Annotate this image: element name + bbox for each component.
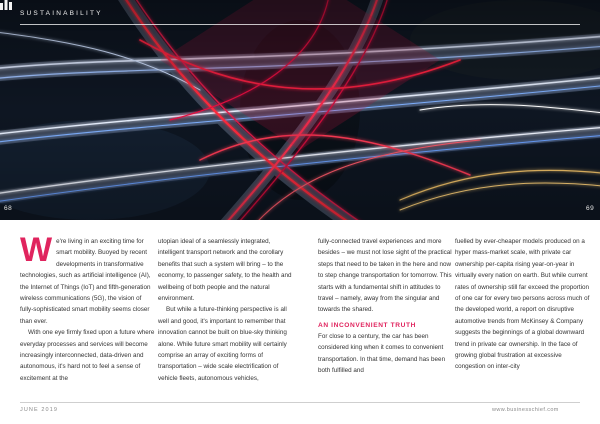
- article-paragraph: e're living in an exciting time for smart mobility. Buoyed by recent developments in transformative technologies, such as artificial intelligence (AI), the Internet of Things (IoT) and fifth-generation wireless communications (5G), the vision of fully-sophisticated smart mobility seems closer than ever.: [20, 238, 151, 325]
- publication-url[interactable]: www.businesschief.com: [492, 407, 559, 413]
- section-label: SUSTAINABILITY: [20, 10, 103, 17]
- article-paragraph: But while a future-thinking perspective is all well and good, it's important to remember that innovation cannot be built on blue-sky thinking alone. While future smart mobility will certainly comprise an array of exciting forms of transportation – wide scale electrification of vehicle fleets, autonomous vehicles,: [158, 306, 287, 382]
- page-number-right: 69: [586, 205, 595, 212]
- drop-cap: W: [20, 231, 53, 269]
- article-column-4: [455, 236, 591, 373]
- page-number-left: 68: [4, 205, 13, 212]
- article-paragraph: utopian ideal of a seamlessly integrated, intelligent transport network and the corollary benefits that such a system will bring – to the economy, to passenger safety, to the health and wellbeing of both people and the natural environment.: [158, 238, 292, 303]
- article-column-3: [318, 236, 454, 376]
- article-column-2: [158, 236, 294, 384]
- article-subheading: AN INCONVENIENT TRUTH: [318, 321, 416, 329]
- publication-logo-icon: [0, 0, 12, 10]
- article-paragraph: fuelled by ever-cheaper models produced on a hyper mass-market scale, with private car ownership per-capita rising year-on-year in virtually every nation on earth. But while current rates of ownership still far exceed the proportion of one car for every two persons across much of the developed world, a report on disruptive automotive trends from McKinsey & Company suggests the beginnings of a global downward trend in private car ownership. In the face of growing global frustration at excessive congestion on inter-city: [455, 238, 590, 371]
- header-divider: [20, 24, 580, 25]
- article-paragraph: fully-connected travel experiences and more besides – we must not lose sight of the practical steps that need to be taken in the here and now to step change transportation for tomorrow. This starts with a fundamental shift in attitudes to travel – namely, away from the singular and towards the shared.: [318, 238, 452, 314]
- article-paragraph: With one eye firmly fixed upon a future where everyday processes and services will become increasingly interconnected, data-driven and autonomous, it's hard not to feel a sense of excitement at the: [20, 329, 155, 382]
- article-paragraph: For close to a century, the car has been considered king when it comes to convenient transportation. In that time, demand has been both fulfilled and: [318, 332, 446, 375]
- issue-date: JUNE 2019: [20, 407, 59, 413]
- footer-divider: [20, 402, 580, 403]
- article-column-1: [20, 231, 156, 384]
